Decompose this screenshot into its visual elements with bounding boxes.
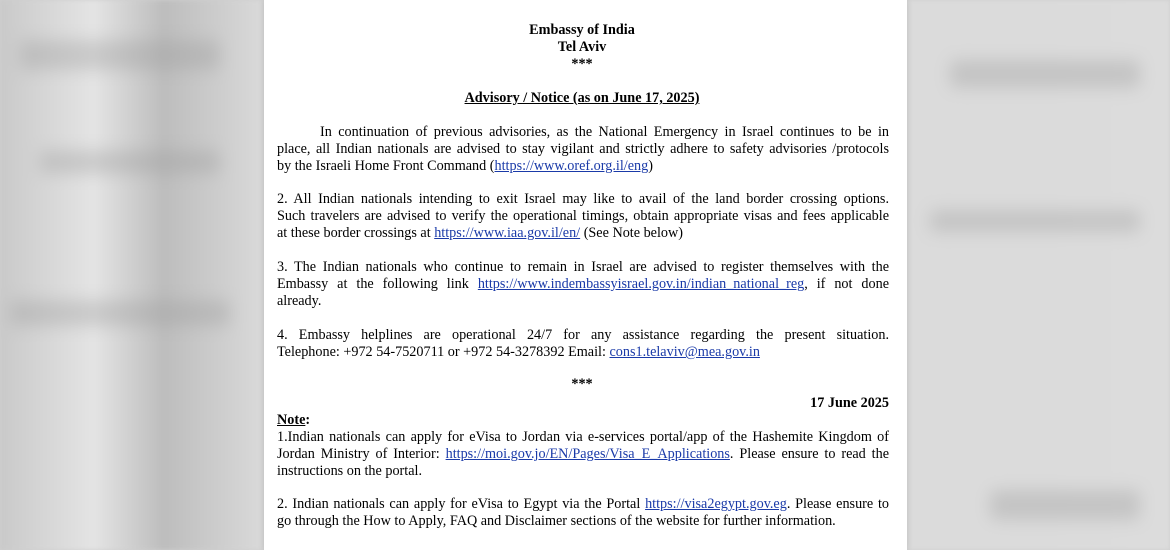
embassy-name: Embassy of India	[529, 22, 635, 38]
note1-line2-end: . Please ensure to read the	[729, 446, 890, 462]
para1-line3	[277, 158, 889, 175]
para2-line2: Such travelers are advised to verify the operational timings, obtain appropriate visas and fees applicable	[277, 208, 889, 224]
para2-line1: 2. All Indian nationals intending to exit Israel may like to avail of the land border crossing options.	[277, 191, 889, 207]
note1-line3: instructions on the portal.	[277, 463, 423, 479]
note-heading-text: Note	[277, 412, 306, 428]
advisory-title: Advisory / Notice (as on June 17, 2025)	[464, 90, 700, 106]
note-heading-colon: :	[305, 412, 311, 428]
note1-line2	[277, 446, 889, 463]
para3-line1: 3. The Indian nationals who continue to remain in Israel are advised to register themselves with the	[277, 259, 889, 275]
document-date: 17 June 2025	[810, 395, 889, 411]
para4-line2-text: Telephone: +972 54-7520711 or +972 54-3278392 Email:	[277, 344, 610, 360]
separator-stars: ***	[571, 376, 593, 392]
egypt-visa-link[interactable]: https://visa2egypt.gov.eg	[645, 496, 787, 512]
advisory-document	[264, 0, 907, 550]
para1-line3-text: by the Israeli Home Front Command (	[277, 158, 495, 174]
para2-line3	[277, 225, 889, 242]
embassy-city: Tel Aviv	[557, 39, 607, 55]
para2-line3-end: (See Note below)	[580, 225, 683, 241]
jordan-visa-link[interactable]: https://moi.gov.jo/EN/Pages/Visa_E_Applications	[445, 446, 730, 462]
oref-link[interactable]: https://www.oref.org.il/eng	[494, 158, 649, 174]
para1-line1: In continuation of previous advisories, as the National Emergency in Israel continues to be in	[320, 124, 889, 140]
note2-line2: go through the How to Apply, FAQ and Disclaimer sections of the website for further information.	[277, 513, 836, 529]
para3-line2	[277, 276, 889, 293]
note1-line2-text: Jordan Ministry of Interior:	[277, 446, 446, 462]
iaa-link[interactable]: https://www.iaa.gov.il/en/	[434, 225, 581, 241]
email-link[interactable]: cons1.telaviv@mea.gov.in	[609, 344, 760, 360]
registration-link[interactable]: https://www.indembassyisrael.gov.in/indian_national_reg	[477, 276, 805, 292]
note2-line1-end: . Please ensure to	[786, 496, 889, 512]
para1-line2: place, all Indian nationals are advised to stay vigilant and strictly adhere to safety advisories /protocols	[277, 141, 889, 157]
note2-line1	[277, 496, 889, 513]
note2-line1-text: 2. Indian nationals can apply for eVisa to Egypt via the Portal	[277, 496, 646, 512]
para3-line2-end: , if not done	[804, 276, 890, 292]
para4-line2	[277, 344, 889, 361]
para2-line3-text: at these border crossings at	[277, 225, 435, 241]
header-stars: ***	[571, 56, 593, 72]
para3-line3: already.	[277, 293, 322, 309]
para3-line2-text: Embassy at the following link	[277, 276, 478, 292]
para4-line1: 4. Embassy helplines are operational 24/7 for any assistance regarding the present situation.	[277, 327, 889, 343]
para1-line3-end: )	[648, 158, 653, 174]
note-heading	[277, 412, 889, 429]
note1-line1: 1.Indian nationals can apply for eVisa to Jordan via e-services portal/app of the Hashemite Kingdom of	[277, 429, 889, 445]
